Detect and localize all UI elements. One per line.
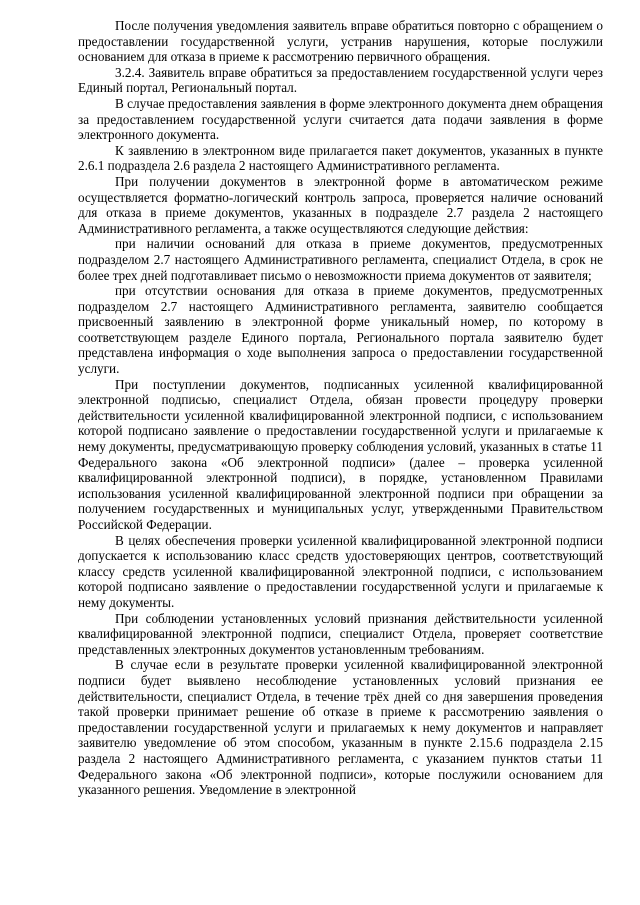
paragraph-signature-invalid: В случае если в результате проверки усиленной квалифицированной электронной подписи будет выявлено несоблюдение установленных условий признания ее действительности, специалист Отдела, в течение трёх дней со дня завершения проведения такой проверки принимает решение об отказе в приеме к рассмотрению заявления о предоставлении государственной услуги и прилагаемых к нему документов и направляет заявителю уведомление об этом способом, указанным в пункте 2.15.6 подраздела 2.15 раздела 2 настоящего Административного регламента, с указанием пунктов статьи 11 Федерального закона «Об электронной подписи», которые послужили основанием для указанного решения. Уведомление в электронной <box>78 657 603 798</box>
paragraph-refusal-grounds-absent: при отсутствии основания для отказа в приеме документов, предусмотренных подразделом 2.7 настоящего Административного регламента, заявителю сообщается присвоенный заявлению в электронной форме уникальный номер, по которому в соответствующем разделе Единого портала, Регионального портала заявителю будет представлена информация о ходе выполнения запроса о предоставлении государственной услуги. <box>78 283 603 377</box>
paragraph-electronic-submission-date: В случае предоставления заявления в форме электронного документа днем обращения за предоставлением государственной услуги считается дата подачи заявления в форме электронного документа. <box>78 95 603 143</box>
paragraph-3-2-4: 3.2.4. Заявитель вправе обратиться за предоставлением государственной услуги через Единый портал, Региональный портал. <box>78 64 603 96</box>
paragraph-signature-verification: При поступлении документов, подписанных усиленной квалифицированной электронной подписью, специалист Отдела, обязан провести процедуру проверки действительности усиленной квалифицированной электронной подписи, с использованием которой подписано заявление о предоставлении государственной услуги и прилагаемые к нему документы, предусматривающую проверку соблюдения условий, указанных в статье 11 Федерального закона «Об электронной подписи» (далее – проверка усиленной квалифицированной электронной подписи), в порядке, установленном Правилами использования усиленной квалифицированной электронной подписи при обращении за получением государственных и муниципальных услуг, утвержденными Правительством Российской Федерации. <box>78 376 603 532</box>
paragraph-document-package: К заявлению в электронном виде прилагается пакет документов, указанных в пункте 2.6.1 подраздела 2.6 раздела 2 настоящего Административного регламента. <box>78 142 603 174</box>
paragraph-refusal-grounds-present: при наличии оснований для отказа в приеме документов, предусмотренных подразделом 2.7 настоящего Административного регламента, специалист Отдела, в срок не более трех дней подготавливает письмо о невозможности приема документов от заявителя; <box>78 236 603 283</box>
paragraph-format-logical-control: При получении документов в электронной форме в автоматическом режиме осуществляется форматно-логический контроль запроса, проверяется наличие оснований для отказа в приеме документов, указанных в подразделе 2.7 раздела 2 настоящего Административного регламента, а также осуществляются следующие действия: <box>78 173 603 236</box>
document-page <box>78 18 603 798</box>
paragraph-certification-tools: В целях обеспечения проверки усиленной квалифицированной электронной подписи допускается к использованию класс средств удостоверяющих центров, соответствующий классу средств усиленной квалифицированной электронной подписи, с использованием которой подписано заявление о предоставлении государственной услуги и прилагаемые к нему документы. <box>78 532 603 610</box>
paragraph-repeat-application: После получения уведомления заявитель вправе обратиться повторно с обращением о предоставлении государственной услуги, устранив нарушения, которые послужили основанием для отказа в приеме к рассмотрению первичного обращения. <box>78 18 603 65</box>
paragraph-signature-valid: При соблюдении установленных условий признания действительности усиленной квалифицированной электронной подписи, специалист Отдела, проверяет соответствие представленных электронных документов установленным требованиям. <box>78 610 603 657</box>
